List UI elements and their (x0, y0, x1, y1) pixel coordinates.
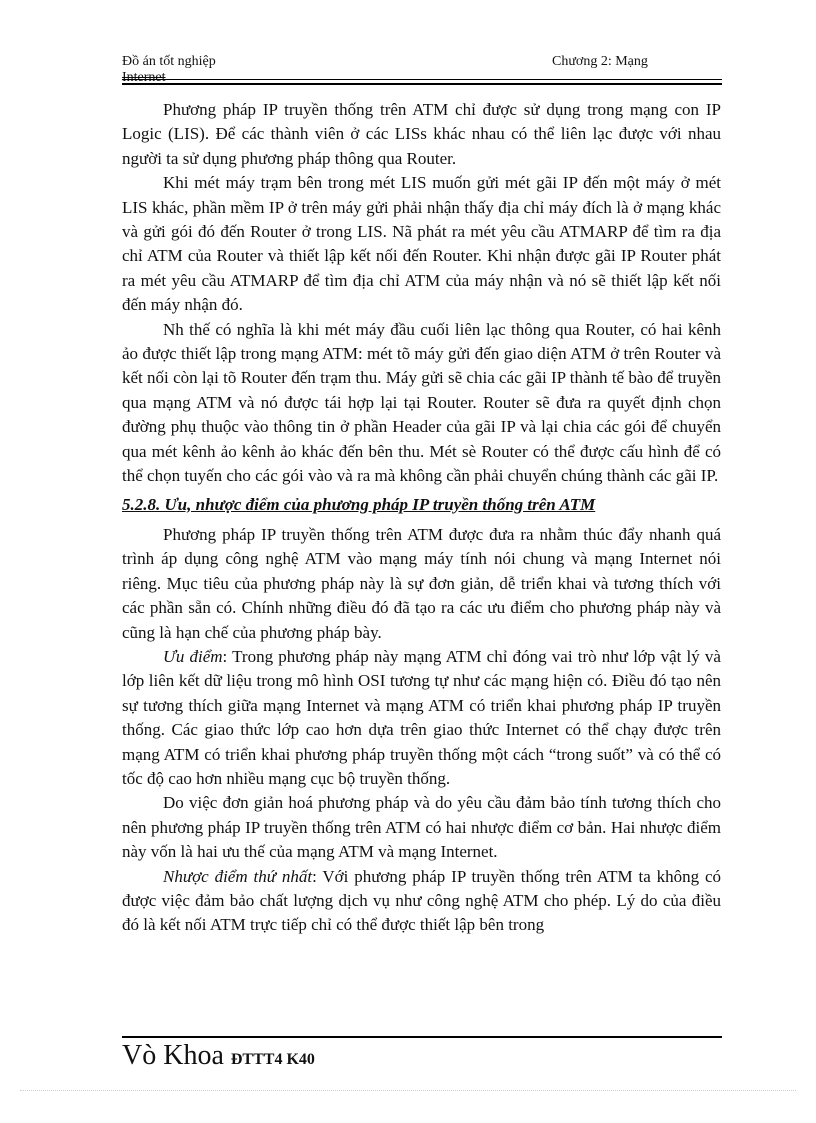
footer-rule (122, 1036, 722, 1038)
paragraph-intro: Phương pháp IP truyền thống trên ATM được đưa ra nhằm thúc đẩy nhanh quá trình áp dụng công nghệ ATM vào mạng máy tính nói chung và mạng Internet nói riêng. Mục tiêu của phương pháp này là sự đơn giản, dễ triển khai và tương thích với các phần sẵn có. Chính những điều đó đã tạo ra các ưu điểm cho phương pháp này và cũng là hạn chế của phương pháp bày. (122, 524, 721, 642)
header-subject-overflow: Internet (122, 70, 166, 85)
document-body (122, 98, 721, 938)
page-footer (122, 1040, 315, 1076)
paragraph-first-disadvantage (122, 865, 721, 938)
advantages-label: Ưu điểm (163, 646, 223, 666)
paragraph-router: Nh thế có nghĩa là khi mét máy đầu cuối liên lạc thông qua Router, có hai kênh ảo được thiết lập trong mạng ATM: mét tõ máy gửi đến giao diện ATM ở trên Router và kết nối còn lại tõ Router đến trạm thu. Máy gửi sẽ chia các gãi IP thành tế bào để truyền qua mạng ATM và nó được tái hợp lại tại Router. Router sẽ đưa ra quyết định chọn đường phụ thuộc vào thông tin ở phần Header của gãi IP và lại chia các gói để chuyển qua mét kênh ảo kênh ảo khác đến bên thu. Mét sè Router có thể được cấu hình để có thể chọn tuyến cho các gói vào và ra mà không cần phải chuyển chúng thành các gãi IP. (122, 319, 721, 486)
first-disadvantage-text: : Với phương pháp IP truyền thống trên ATM ta không có được việc đảm bảo chất lượng dịch vụ như công nghệ ATM cho phép. Lý do của điều đó là kết nối ATM trực tiếp chỉ có thể được thiết lập bên trong (122, 866, 721, 935)
footer-class-code: ĐTTT4 K40 (230, 1051, 315, 1068)
header-doc-type: Đồ án tốt nghiệp (122, 54, 216, 69)
advantages-text: : Trong phương pháp này mạng ATM chỉ đóng vai trò như lớp vật lý và lớp liên kết dữ liệu trong mô hình OSI tương tự như các mạng hiện có. Điều đó tạo nên sự tương thích giữa mạng Internet và mạng ATM có triển khai phương pháp IP truyền thống. Các giao thức lớp cao hơn dựa trên giao thức Internet có thể chạy được trên mạng ATM có triển khai phương pháp truyền thống một cách “trong suốt” và có thể có tốc độ cao hơn nhiều mạng cục bộ truyền thống. (122, 646, 721, 788)
header-rule-thin (122, 79, 722, 80)
paragraph-disadvantages-intro: Do việc đơn giản hoá phương pháp và do yêu cầu đảm bảo tính tương thích cho nên phương pháp IP truyền thống trên ATM có hai nhược điểm cơ bản. Hai nhược điểm này vốn là hai ưu thế của mạng ATM và mạng Internet. (122, 793, 721, 862)
paragraph-advantages (122, 645, 721, 791)
header-left (122, 54, 216, 86)
paragraph-lis: Phương pháp IP truyền thống trên ATM chỉ được sử dụng trong mạng con IP Logic (LIS). Để các thành viên ở các LISs khác nhau có thể liên lạc được với nhau người ta sử dụng phương pháp thông qua Router. (122, 100, 721, 168)
first-disadvantage-label: Nhược điểm thứ nhất (163, 866, 313, 886)
header-rule-thick (122, 83, 722, 85)
paragraph-atmarp: Khi mét máy trạm bên trong mét LIS muốn gửi mét gãi IP đến một máy ở mét LIS khác, phần mềm IP ở trên máy gửi phải nhận thấy địa chỉ máy đích là ở mạng khác và gửi gói đó đến Router ở trong LIS. Nã phát ra mét yêu cầu ATMARP để tìm ra địa chỉ ATM của Router và thiết lập kết nối đến Router. Khi nhận được gãi IP Router phát ra mét yêu cầu ATMARP để tìm địa chỉ ATM của máy nhận và nó sẽ thiết lập kết nối đến máy nhận đó. (122, 173, 721, 315)
header-chapter: Chương 2: Mạng (552, 54, 648, 69)
footer-author: Vò Khoa (122, 1040, 224, 1071)
page-bottom-border (20, 1090, 796, 1091)
section-heading: 5.2.8. Ưu, nhược điểm của phương pháp IP truyền thống trên ATM (122, 494, 596, 514)
